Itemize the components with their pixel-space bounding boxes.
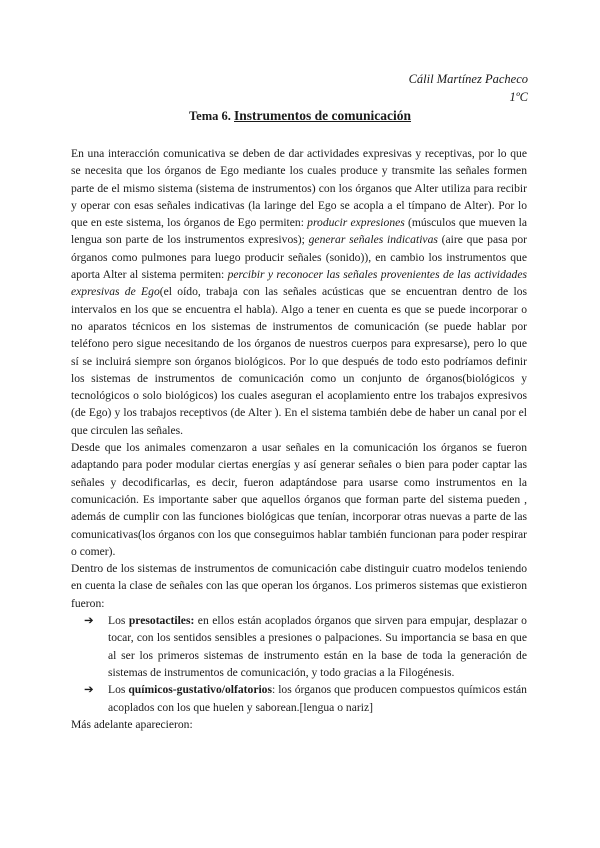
list-item <box>71 612 527 681</box>
p1-italic-producir: producir expresiones <box>307 216 405 230</box>
author-header <box>409 70 528 106</box>
paragraph-4: Más adelante aparecieron: <box>71 717 193 731</box>
list-item-term: presotactiles: <box>128 614 195 628</box>
list-item-pre: Los <box>108 614 129 628</box>
page-title <box>0 107 600 125</box>
list-item-text: en ellos están acoplados órganos que sirven para empujar, desplazar o tocar, con los sentidos sensibles a presiones o palpaciones. Su importancia se basa en que al ser los primeros sistemas de instrumento están en la base de toda la generación de sistemas de instrumentos de comunicación, y todo gracias a la Filogénesis. <box>108 614 527 679</box>
p1-italic-percibir: percibir y reconocer las señales provenientes de las actividades expresivas de Ego <box>71 268 527 299</box>
list-item-text: : los órganos que producen compuestos químicos están acoplados con los que huelen y saborean.[lengua o nariz] <box>108 683 527 714</box>
title-name: Instrumentos de comunicación <box>234 108 412 123</box>
p1-text-e: (aire que pasa por órganos como pulmones para luego producir señales (sonido)), en cambio los instrumentos que aporta Alter al sistema permiten: <box>71 233 528 282</box>
list-item-pre: Los <box>108 683 129 697</box>
p1-text-c: (músculos que mueven la lengua son parte de los instrumentos expresivos); <box>71 216 527 247</box>
systems-list <box>71 612 527 716</box>
p1-text-g: (el oído, trabaja con las señales acústicas que se encuentran dentro de los intervalos en los que se encuentra el habla). Algo a tener en cuenta es que se puede incorporar o no aparatos técnicos en los sistemas de instrumentos de comunicación (se puede hablar por teléfono pero sigue necesitando de los órganos de nuestros cuerpos para expresarse), pero lo que sí se incluirá siempre son órganos biológicos. Por lo que después de todo esto podríamos definir los sistemas de instrumentos de comunicación como un conjunto de órganos(biológicos y tecnológicos o solo biológicos) los cuales aseguran el acoplamiento entre los trabajos expresivos (de Ego) y los trabajos receptivos (de Alter ). En el sistema también debe de haber un canal por el que circulen las señales. <box>71 285 528 437</box>
paragraph-2: Desde que los animales comenzaron a usar señales en la comunicación los órganos se fueron adaptando para poder modular ciertas energías y así generar señales o bien para poder captar las señales y decodificarlas, es decir, fueron adaptándose para usarse como instrumentos en la comunicación. Es importante saber que aquellos órganos que forman parte del sistema pueden , además de cumplir con las funciones biológicas que tenían, incorporar otras nuevas a parte de las comunicativas(los órganos con los que conseguimos hablar también funcionan para poder respirar o comer). <box>71 441 527 558</box>
author-group: 1ºC <box>509 90 528 104</box>
arrow-icon: ➔ <box>84 614 94 628</box>
author-name: Cálil Martínez Pacheco <box>408 72 528 86</box>
p1-italic-generar: generar señales indicativas <box>308 233 438 247</box>
title-number: Tema 6. <box>188 109 231 123</box>
paragraph-1 <box>71 145 527 439</box>
list-item-term: químicos-gustativo/olfatorios <box>128 683 272 697</box>
arrow-icon: ➔ <box>84 683 94 697</box>
paragraph-3: Dentro de los sistemas de instrumentos de comunicación cabe distinguir cuatro modelos teniendo en cuenta la clase de señales con las que operan los órganos. Los primeros sistemas que existieron fueron: <box>71 562 527 610</box>
p1-text-a: En una interacción comunicativa se deben de dar actividades expresivas y receptivas, por lo que se necesita que los órganos de Ego mediante los cuales produce y transmite las señales formen parte de el mismo sistema (sistema de instrumentos) con los órganos que Alter utiliza para recibir y operar con esas señales indicativas (la laringe del Ego se acopla a el tímpano de Alter). Por lo que en este sistema, los órganos de Ego permiten: <box>71 147 527 230</box>
document-body <box>71 145 527 733</box>
list-item <box>71 681 527 716</box>
